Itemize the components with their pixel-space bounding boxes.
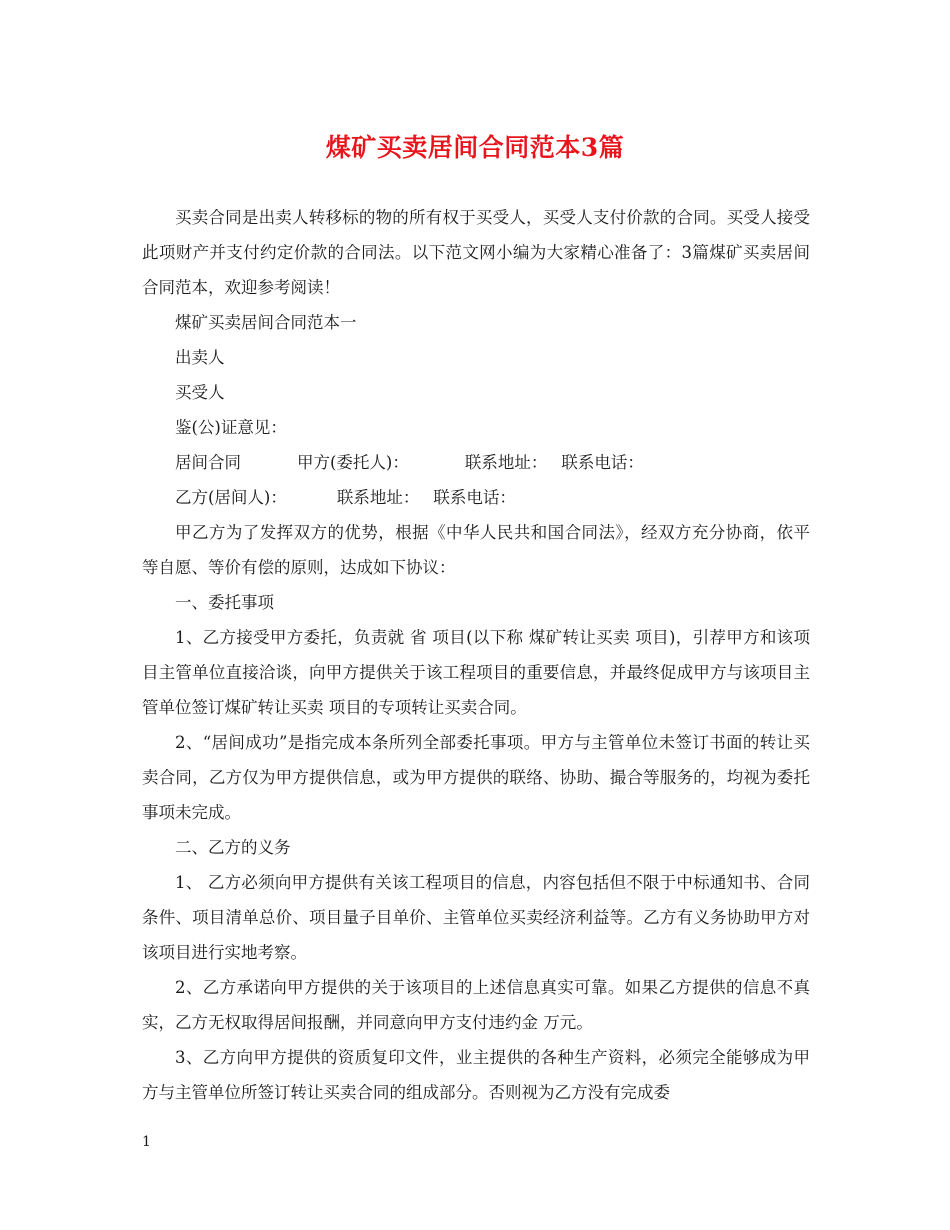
article-two-clause-2: 2、乙方承诺向甲方提供的关于该项目的上述信息真实可靠。如果乙方提供的信息不真实，乙方无权取得居间报酬，并同意向甲方支付违约金 万元。	[142, 978, 810, 1032]
preamble-paragraph: 甲乙方为了发挥双方的优势，根据《中华人民共和国合同法》，经双方充分协商，依平等自愿、等价有偿的原则，达成如下协议：	[142, 523, 810, 577]
seller-line: 出卖人	[175, 348, 225, 367]
document-body	[142, 200, 810, 1110]
article-one-clause-1: 1、乙方接受甲方委托，负责就 省 项目(以下称 煤矿转让买卖 项目)，引荐甲方和该项目主管单位直接洽谈，向甲方提供关于该工程项目的重要信息，并最终促成甲方与该项目主管单位签订煤矿转让买卖 项目的专项转让买卖合同。	[142, 628, 810, 717]
party-a-phone-label: 联系电话：	[561, 453, 644, 472]
party-b-phone-label: 联系电话：	[433, 488, 516, 507]
document-title: 煤矿买卖居间合同范本3篇	[325, 133, 625, 162]
party-a-line	[142, 445, 810, 480]
party-b-label: 乙方(居间人)：	[175, 488, 287, 507]
party-a-label: 甲方(委托人)：	[297, 453, 409, 472]
article-two-clause-1: 1、 乙方必须向甲方提供有关该工程项目的信息，内容包括但不限于中标通知书、合同条件、项目清单总价、项目量子目单价、主管单位买卖经济利益等。乙方有义务协助甲方对该项目进行实地考察。	[142, 873, 810, 962]
page-number: 1	[142, 1134, 151, 1150]
buyer-line: 买受人	[175, 383, 225, 402]
party-b-address-label: 联系地址：	[336, 488, 420, 507]
article-one-heading: 一、委托事项	[175, 593, 274, 612]
party-b-line	[142, 480, 810, 515]
party-a-address-label: 联系地址：	[464, 453, 548, 472]
notary-line: 鉴(公)证意见：	[175, 418, 287, 437]
contract-type: 居间合同	[175, 453, 241, 472]
section-heading: 煤矿买卖居间合同范本一	[175, 313, 357, 332]
intro-paragraph: 买卖合同是出卖人转移标的物的所有权于买受人，买受人支付价款的合同。买受人接受此项财产并支付约定价款的合同法。以下范文网小编为大家精心准备了：3篇煤矿买卖居间合同范本，欢迎参考阅读！	[142, 208, 810, 297]
article-one-clause-2: 2、“居间成功”是指完成本条所列全部委托事项。甲方与主管单位未签订书面的转让买卖合同，乙方仅为甲方提供信息，或为甲方提供的联络、协助、撮合等服务的，均视为委托事项未完成。	[142, 733, 810, 822]
article-two-heading: 二、乙方的义务	[175, 838, 291, 857]
article-two-clause-3: 3、乙方向甲方提供的资质复印文件，业主提供的各种生产资料，必须完全能够成为甲方与主管单位所签订转让买卖合同的组成部分。否则视为乙方没有完成委	[142, 1048, 810, 1102]
